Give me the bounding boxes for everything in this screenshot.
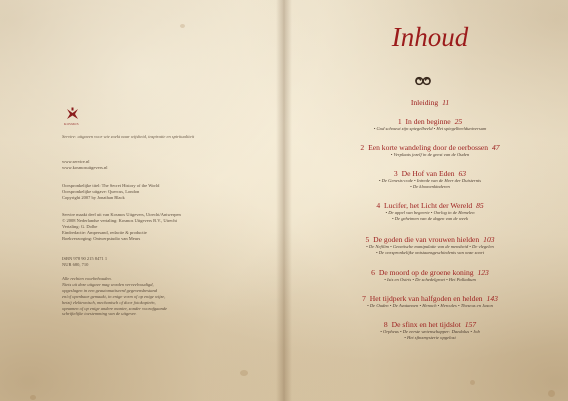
chapter-subtopics: • God schouwt zijn spiegelbeeld • Het spiegelbeelduniversum [373,126,487,131]
chapter-heading [292,169,568,178]
chapter-page: 123 [477,268,489,277]
chapter-page: 157 [464,320,477,329]
paper-stain [180,24,185,28]
chapter-subtopics: • De geheimen van de dagen van de week [391,216,469,222]
chapter-title: Inleiding [410,98,439,107]
publisher-block [62,212,262,242]
toc-entry-chapter-4[interactable] [292,201,568,222]
toc-entry-chapter-6[interactable] [292,268,568,283]
rights-line: schriftelijke toestemming van de uitgever. [62,311,137,317]
chapter-number: 4 [376,201,381,210]
toc-title: Inhoud [391,22,469,52]
chapter-page: 85 [476,201,484,210]
fleuron-ornament-icon [414,74,432,86]
chapter-number: 2 [360,143,365,152]
paper-stain [470,380,475,385]
chapter-heading [292,98,568,107]
chapter-title: Een korte wandeling door de oerbossen [368,143,489,152]
chapter-heading [292,268,568,277]
chapter-subtopics: • Verplaats jezelf in de geest van de Ouden [390,152,470,157]
chapter-subtopics: • De Nefilim • Genetische manipulatie van de mensheid • De vlegelen [366,244,494,249]
credit-line: Oorspronkelijke uitgave: Quercus, London [62,188,140,194]
chapter-title: Het tijdperk van halfgoden en helden [369,294,483,303]
chapter-subtopics: • De Genesis-code • Intrede van de Heer der Duisternis [378,178,482,183]
publisher-line: © 2008 Nederlandse vertaling: Kosmos Uitgevers B.V., Utrecht [62,217,177,223]
paper-stain [548,390,555,397]
chapter-page: 25 [454,117,463,126]
chapter-page: 11 [442,98,450,107]
nur-line: NUR 680, 710 [62,261,89,267]
web-line: www.kosmosuitgevers.nl [62,164,108,170]
chapter-number: 7 [362,294,366,303]
chapter-page: 103 [483,235,495,244]
chapter-title: In den beginne [405,117,451,126]
series-note-line: Servire: uitgaven voor wie zoekt naar wijsheid, inspiratie en spiritualiteit [62,134,195,139]
chapter-page: 63 [458,169,467,178]
chapter-heading [292,117,568,126]
chapter-title: De sfinx en het tijdslot [391,320,461,329]
publisher-line: Eindredactie: Ampersand, redactie & productie [62,229,147,235]
paper-stain [30,395,36,400]
toc-entry-introduction[interactable] [292,98,568,107]
rights-line: opnamen of op enige andere manier, zonder voorafgaande [62,305,168,311]
paper-stain [240,370,248,376]
rights-line: opgeslagen in een geautomatiseerd gegevensbestand [62,287,158,293]
chapter-subtopics: • De Ouden • De Avatanoen • Henoch • Hercules • Theseus en Jason [367,303,493,308]
rights-line: hetzij elektronisch, mechanisch of door fotokopieën, [62,299,156,305]
chapter-number: 1 [397,117,402,126]
rights-line: Alle rechten voorbehouden. [62,276,112,281]
publisher-line: Servire maakt deel uit van Kosmos Uitgevers, Utrecht/Antwerpen [62,212,181,217]
isbn-block [62,256,262,268]
chapter-title: De moord op de groene koning [378,268,474,277]
chapter-subtopics: • De kloonenkinderen [410,184,450,190]
rights-line: Niets uit deze uitgave mag worden verveelvoudigd, [62,281,154,287]
chapter-heading [292,143,568,152]
chapter-heading [292,294,568,303]
series-note [62,134,252,140]
chapter-subtopics: • Isis en Osiris • De schedelgroet • Het Palladium [384,277,476,282]
chapter-page: 143 [486,294,498,303]
chapter-heading [292,320,568,329]
rights-block [62,276,262,317]
isbn-line: ISBN 978 90 215 8471 1 [62,256,108,261]
toc-entry-chapter-5[interactable] [292,235,568,256]
web-addresses [62,159,262,171]
credit-line: Copyright 2007 by Jonathan Black [62,194,125,200]
chapter-heading [292,235,568,244]
chapter-number: 5 [365,235,370,244]
chapter-title: De Hof van Eden [401,169,455,178]
chapter-subtopics: • De oorspronkelijke ontstaansgeschiedenis van onze soort [375,250,485,256]
chapter-subtopics: • De appel van begeerte • Oorlog in de Hemelen [385,210,475,215]
credits-block [62,183,262,201]
chapter-title: De goden die van vrouwen hielden [373,235,480,244]
chapter-subtopics: • Orpheus • De eerste wetenschapper: Daedalus • Job [380,329,480,334]
toc-entry-chapter-8[interactable] [292,320,568,341]
chapter-number: 3 [393,169,398,178]
toc-entry-chapter-3[interactable] [292,169,568,190]
publisher-line: Boekverzorging: Ontwerpstudio van Meurs [62,235,141,241]
chapter-subtopics: • Het sfinxmysterie opgelost [404,335,456,341]
web-line: www.servire.nl [62,159,90,164]
chapter-number: 6 [371,268,375,277]
rights-line: en/of openbaar gemaakt, in enige vorm of op enige wijze, [62,293,166,299]
publisher-line: Vertaling: G. Dolbe [62,223,98,229]
toc-entry-chapter-1[interactable] [292,117,568,132]
credit-line: Oorspronkelijke titel: The Secret History of the World [62,183,160,188]
chapter-title: Lucifer, het Licht der Wereld [384,201,473,210]
chapter-number: 8 [383,320,388,329]
logo-word: KOSMOS [64,122,79,126]
toc-entry-chapter-7[interactable] [292,294,568,309]
chapter-heading [292,201,568,210]
book-gutter [276,0,292,401]
toc-entry-chapter-2[interactable] [292,143,568,158]
chapter-page: 47 [492,143,500,152]
